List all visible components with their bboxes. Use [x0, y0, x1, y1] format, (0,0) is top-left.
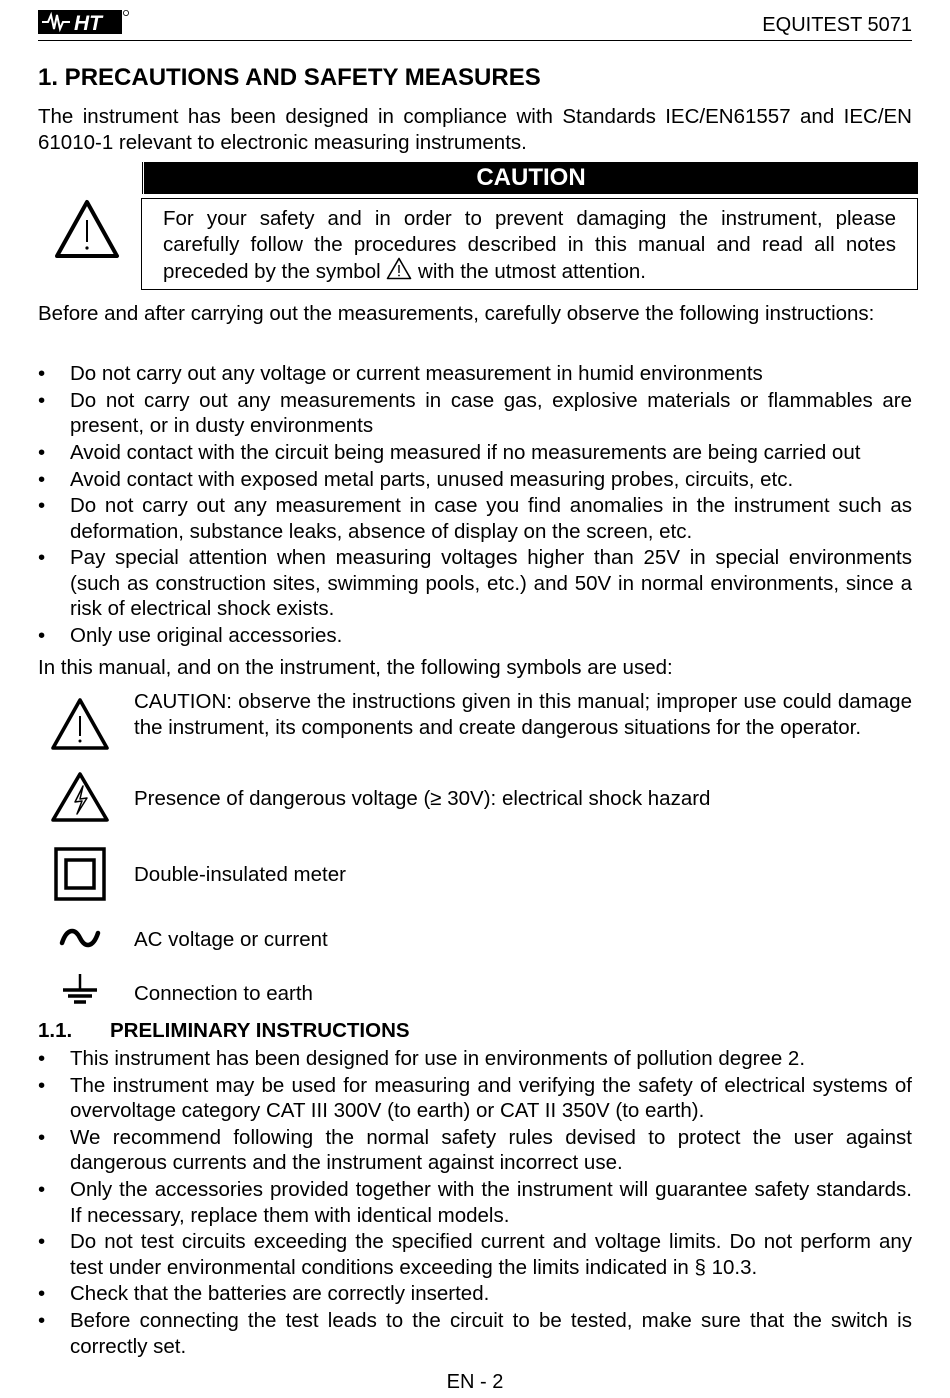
list-item-text: We recommend following the normal safety rules devised to protect the user against dangerous currents and the instrument against incorrect use. — [70, 1125, 912, 1175]
list-item — [38, 1046, 912, 1072]
subsection-title — [38, 1018, 410, 1044]
bullet: • — [38, 362, 46, 385]
list-item-text: Do not test circuits exceeding the specified current and voltage limits. Do not perform any test under environmental conditions exceeding the limits indicated in § 10.3. — [70, 1230, 912, 1279]
ht-logo — [38, 10, 130, 34]
warning-triangle-icon — [50, 696, 110, 752]
list-item-text: Do not carry out any measurement in case you find anomalies in the instrument such as deformation, substance leaks, absence of display on the screen, etc. — [70, 494, 912, 543]
bullet: • — [38, 1282, 46, 1306]
section-title: 1. PRECAUTIONS AND SAFETY MEASURES — [38, 64, 541, 91]
bullet: • — [38, 388, 46, 412]
list-item-text: Only the accessories provided together with the instrument will guarantee safety standards. If necessary, replace them with identical models. — [70, 1178, 912, 1227]
list-item — [38, 388, 912, 439]
bullet: • — [38, 1178, 46, 1202]
list-item — [38, 623, 912, 649]
header-divider — [38, 40, 912, 41]
double-insulation-icon — [54, 847, 106, 901]
caution-text — [163, 206, 896, 285]
caution-banner: CAUTION — [141, 162, 918, 194]
caution-box — [141, 198, 918, 290]
symbols-intro: In this manual, and on the instrument, the following symbols are used: — [38, 656, 673, 679]
list-item — [38, 1308, 912, 1359]
symbol-double-insulated-text: Double-insulated meter — [134, 863, 346, 886]
earth-ground-icon — [60, 972, 100, 1008]
subsection-title-text: PRELIMINARY INSTRUCTIONS — [110, 1019, 410, 1042]
page-number: EN - 2 — [446, 1371, 504, 1393]
bullet: • — [38, 546, 46, 570]
list-item-text: This instrument has been designed for use in environments of pollution degree 2. — [70, 1047, 806, 1070]
high-voltage-icon — [50, 770, 110, 824]
bullet: • — [38, 1230, 46, 1254]
list-item-text: Avoid contact with exposed metal parts, unused measuring probes, circuits, etc. — [70, 467, 794, 491]
document-title: EQUITEST 5071 — [762, 14, 912, 36]
list-item — [38, 1281, 912, 1307]
subsection-number: 1.1. — [38, 1019, 73, 1042]
bullet: • — [38, 1309, 46, 1333]
warning-triangle-icon — [54, 198, 120, 260]
ac-tilde-icon — [59, 926, 101, 950]
list-item — [38, 1073, 912, 1124]
list-item — [38, 467, 912, 493]
bullet: • — [38, 467, 46, 491]
caution-text-start: For your safety and in order to prevent damaging the instrument, please carefully follow the procedures described in this manual and read all notes preceded by the symbol — [163, 207, 896, 283]
bullet: • — [38, 494, 46, 518]
bullet: • — [38, 1047, 46, 1070]
list-item-text: Do not carry out any measurements in case gas, explosive materials or flammables are present, or in dusty environments — [70, 388, 912, 438]
section-intro: The instrument has been designed in compliance with Standards IEC/EN61557 and IEC/EN 61010-1 relevant to electronic measuring instruments. — [38, 105, 912, 154]
list-item-text: Do not carry out any voltage or current measurement in humid environments — [70, 362, 763, 385]
symbol-earth-text: Connection to earth — [134, 982, 313, 1005]
list-item — [38, 1229, 912, 1280]
list-item-text: Avoid contact with the circuit being measured if no measurements are being carried out — [70, 440, 861, 464]
list-item-text: The instrument may be used for measuring and verifying the safety of electrical systems of overvoltage category CAT III 300V (to earth) or CAT II 350V (to earth). — [70, 1073, 912, 1123]
before-after-text: Before and after carrying out the measurements, carefully observe the following instructions: — [38, 302, 875, 325]
instructions-list — [38, 361, 912, 650]
list-item — [38, 1177, 912, 1228]
bullet: • — [38, 624, 46, 648]
inline-warning-icon — [386, 257, 412, 280]
bullet: • — [38, 1125, 46, 1149]
list-item — [38, 493, 912, 544]
list-item — [38, 440, 912, 466]
bullet: • — [38, 1073, 46, 1097]
list-item-text: Pay special attention when measuring voltages higher than 25V in special environments (such as construction sites, swimming pools, etc.) and 50V in normal environments, since a risk of electrical shock exists. — [70, 546, 912, 621]
list-item — [38, 1125, 912, 1176]
caution-text-end: with the utmost attention. — [412, 260, 646, 283]
list-item-text: Check that the batteries are correctly inserted. — [70, 1282, 490, 1306]
list-item-text: Only use original accessories. — [70, 624, 343, 648]
preliminary-instructions-list — [38, 1046, 912, 1360]
symbol-voltage-text: Presence of dangerous voltage (≥ 30V): electrical shock hazard — [134, 787, 711, 810]
logo-text: HT — [74, 12, 102, 34]
list-item — [38, 545, 912, 622]
list-item-text: Before connecting the test leads to the circuit to be tested, make sure that the switch is correctly set. — [70, 1309, 912, 1358]
list-item — [38, 361, 912, 387]
bullet: • — [38, 440, 46, 464]
symbol-ac-text: AC voltage or current — [134, 928, 328, 951]
symbol-caution-text: CAUTION: observe the instructions given in this manual; improper use could damage the instrument, its components and create dangerous situations for the operator. — [134, 690, 912, 739]
